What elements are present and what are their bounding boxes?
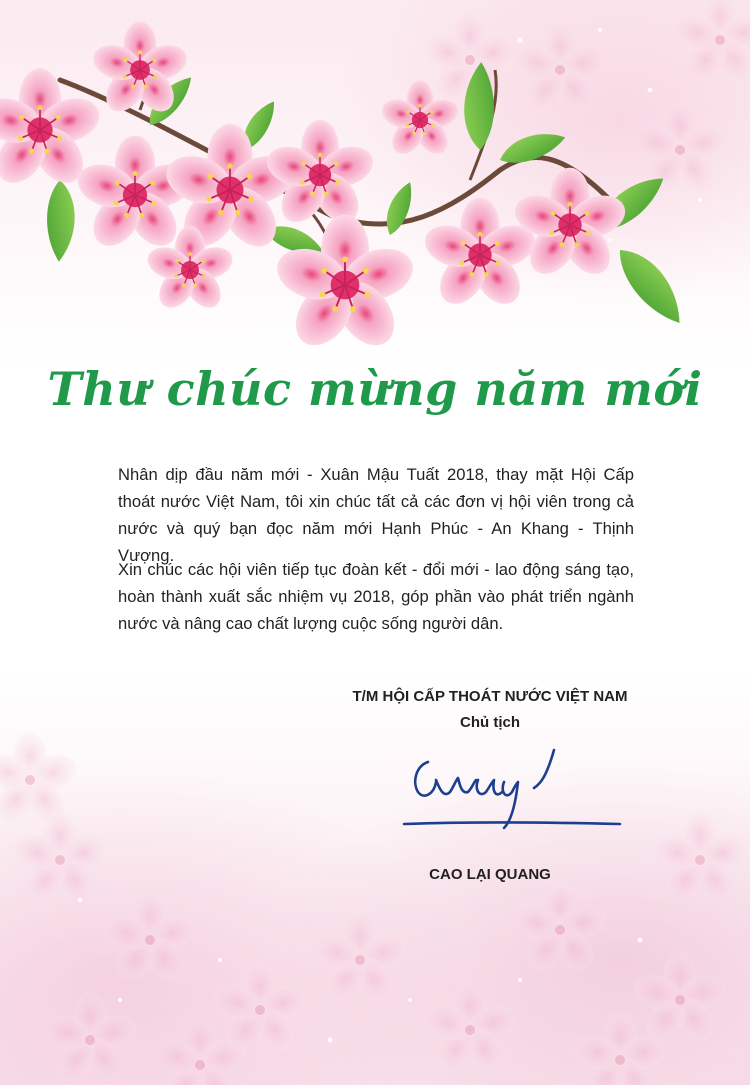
signer-name: CAO LẠI QUANG (429, 866, 551, 883)
letter-paragraph-2: Xin chúc các hội viên tiếp tục đoàn kết - đổi mới - lao động sáng tạo, hoàn thành xuất sắc nhiệm vụ 2018, góp phần vào phát triển ngành nước và nâng cao chất lượng cuộc sống người dân. (118, 560, 634, 633)
signer-role: Chủ tịch (460, 714, 520, 731)
handwritten-signature (398, 740, 628, 840)
letter-title: Thư chúc mừng năm mới (47, 362, 703, 416)
letter-paragraph-1: Nhân dịp đầu năm mới - Xuân Mậu Tuất 2018, thay mặt Hội Cấp thoát nước Việt Nam, tôi xin chúc tất cả các đơn vị hội viên trong cả nước và quý bạn đọc năm mới Hạnh Phúc - An Khang - Thịnh Vượng. (118, 465, 634, 565)
signer-organization: T/M HỘI CẤP THOÁT NƯỚC VIỆT NAM (352, 688, 628, 705)
